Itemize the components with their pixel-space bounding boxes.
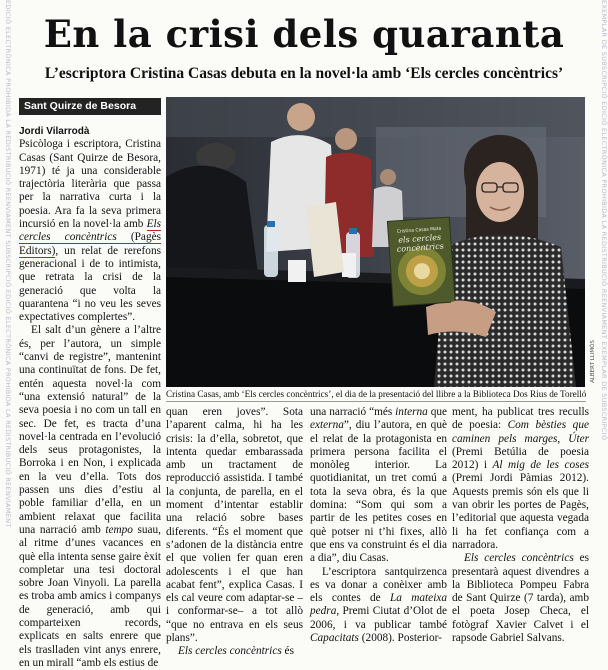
- photo-illustration: [166, 97, 585, 387]
- article-column-4: [452, 406, 589, 645]
- book-title-line-2: concèntrics: [396, 241, 445, 254]
- article-column-2: [166, 406, 303, 659]
- paragraph: [452, 406, 589, 552]
- text-span: es presentarà aquest divendres a la Biblioteca Pompeu Fabra de Sant Quirze (7 tarda), amb el poeta Josep Checa, el fotògraf Xavier Calvet i el rapsode Gabriel Salvans.: [452, 552, 589, 645]
- edge-strip-left: EDICIÓ ELECTRÒNICA PROHIBIDA LA REDISTRIBUCIÓ REENVIAMENT SUBSCRIPCIÓ EDICIÓ ELECTRÒNICA PROHIBIDA LA REDISTRIBUCIÓ REENVIAMENT: [4, 0, 12, 528]
- photo-credit: ALBERT LLIMÓS: [590, 340, 596, 383]
- publisher-text: (Pagès Editors): [19, 231, 161, 257]
- headline: En la crisi dels quaranta: [43, 12, 565, 56]
- text-span: és: [281, 645, 294, 658]
- book-title: Els cercles concèntrics: [464, 552, 574, 565]
- byline: Jordi Vilarrodà: [19, 126, 90, 137]
- text-span: ”, diu l’autora, en què el relat de la protagonista en primera persona facilita el monòleg interior. La quotidianitat, un tret comú a tota la seva obra, és la que domina: “Som qui som a partir de les petites coses en què potser ni t’hi fixes, allò que ens va construint és el dia a dia”, diu Casas.: [310, 419, 447, 565]
- book-title: Els cercles concèntrics: [19, 218, 161, 244]
- book-author-text: Cristina Casas Mata: [396, 226, 442, 235]
- book-title: Capacitats: [310, 632, 359, 645]
- paragraph: [310, 566, 447, 646]
- text-span: El salt d’un gènere a l’altre és, per l’autora, un simple “canvi de registre”, mantenint una continuïtat de fons. De fet, entén aquesta novel·la com “una extensió natural” de la seva poesia i no com un tall en sec. De fet, es tracta d’una novel·la centrada en l’evolució dels seus protagonistes, la Borroka i en Non, i explicada en la veu d’ella. Tots dos passen uns dies d’estiu al poble familiar d’ella, en un ambient relaxat que facilita una narració amb: [19, 324, 161, 536]
- caption-divider: [166, 401, 586, 402]
- text-span: suau, al ritme d’unes vacances en què ella intenta sense gaire èxit completar una tesi doctoral sobre Joan Vinyoli. La parella es troba amb amics i companys de generació, amb qui comparteixen records, explicats en salts enrere que els traslladen vint anys enrere, en un mirall “amb els estius de: [19, 523, 161, 669]
- text-span: ment, ha publicat tres reculls de poesia:: [452, 406, 589, 432]
- text-span: (Premi Jordi Pàmias 2012). Aquests premis són els que li van obrir les portes de Pagès, l’editorial que aquesta vegada li ha fet confiança com a narradora.: [452, 472, 589, 551]
- text-span: (Premi Betúlia de poesia 2012) i: [452, 445, 589, 472]
- book-title: Al mig de les coses: [492, 459, 589, 472]
- book-title: Els cercles concèntrics: [178, 645, 282, 658]
- text-span: , un relat de rerefons generacional i de to intimista, que retrata la crisi de la generació que volta la quarantena “i no veu les seves expectatives complertes”.: [19, 244, 161, 324]
- edge-strip-right: EXEMPLAR DE SUBSCRIPCIÓ EDICIÓ ELECTRÒNICA PROHIBIDA LA REDISTRIBUCIÓ REENVIAMENT EXEMPLAR DE SUBSCRIPCIÓ: [600, 0, 608, 441]
- article-photo: [166, 97, 585, 387]
- article-column-3: [310, 406, 447, 645]
- paragraph: [166, 645, 303, 658]
- book-title: Com bèsties que caminen pels marges: [452, 419, 589, 445]
- text-span: Psicòloga i escriptora, Cristina Casas (Sant Quirze de Besora, 1971) té ja una considerable trajectòria literària que passa per la narrativa curta i la poesia. Ara fa la seva primera incursió en la novel·la amb: [19, 138, 161, 231]
- text-span: (2008). Posterior-: [358, 632, 442, 645]
- article-column-1: [19, 125, 161, 670]
- italic-word: tempo: [105, 523, 133, 536]
- subheadline: L’escriptora Cristina Casas debuta en la novel·la amb ‘Els cercles concèntrics’: [44, 65, 564, 82]
- photo-caption: Cristina Casas, amb ‘Els cercles concèntrics’, el dia de la presentació del llibre a la Biblioteca Dos Rius de Torelló: [166, 389, 587, 399]
- paragraph: [310, 406, 447, 566]
- paragraph: quan eren joves”. Sota l’aparent calma, hi ha les crisis: la d’ella, sobretot, que intenta quedar embarassada amb un tractament de reproducció assistida. I també la conjunta, de parella, en el moment d’intentar establir una relació sobre bases diferents. “És el moment que s’adonen de la distància entre el que volien fer quan eren adolescents i el que han acabat fent”, explica Casas. I els cal veure com adaptar-se –i conformar-se– a tot allò “que no entrava en els seus plans”.: [166, 406, 303, 645]
- paragraph: [19, 324, 161, 670]
- book-title: Úter: [568, 432, 589, 445]
- text-span: L’escriptora santquirzenca es va donar a conèixer amb els contes de: [310, 565, 447, 605]
- text-span: , Premi Ciutat d’Olot de 2006, i va publicar també: [310, 605, 447, 631]
- book-title: La mateixa pedra: [310, 592, 447, 618]
- text-span: una narració “més: [310, 406, 396, 418]
- text-span: que: [427, 406, 448, 418]
- paragraph: [19, 125, 161, 324]
- paragraph: [452, 552, 589, 645]
- book-title-line-1: els cercles: [397, 232, 442, 245]
- italic-word: interna: [395, 406, 428, 418]
- text-span: ,: [557, 432, 569, 445]
- section-label: Sant Quirze de Besora: [19, 98, 161, 115]
- italic-word: externa: [310, 419, 344, 432]
